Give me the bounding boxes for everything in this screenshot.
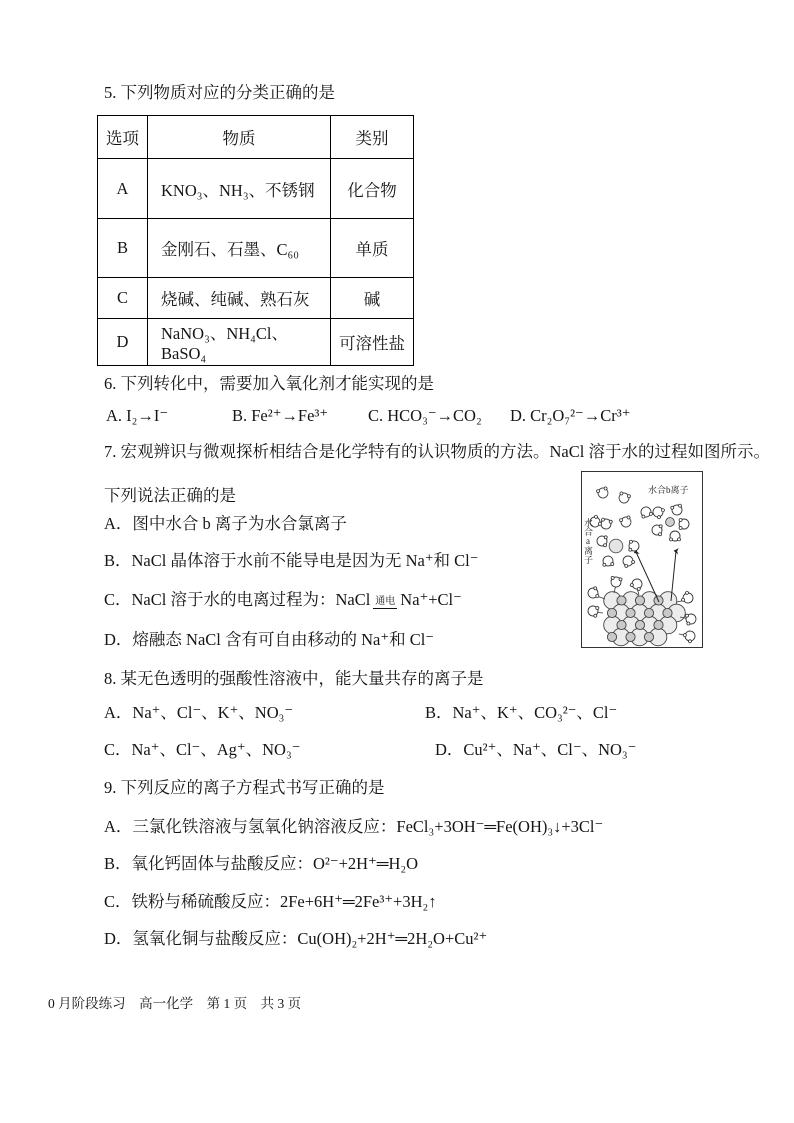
q8-option-a: A．Na⁺、Cl⁻、K⁺、NO₃⁻ xyxy=(104,703,294,722)
q7-option-d: D．熔融态 NaCl 含有可自由移动的 Na⁺和 Cl⁻ xyxy=(104,630,434,649)
question-8-title: 8. 某无色透明的强酸性溶液中，能大量共存的离子是 xyxy=(104,669,484,688)
q5-table-header-substance: 物质 xyxy=(148,116,331,159)
q6-option-a: A. I₂→I⁻ xyxy=(106,406,169,425)
q5-row-d-option: D xyxy=(98,319,148,366)
q7-option-c xyxy=(104,588,462,611)
hydrated-b-ion xyxy=(651,504,689,541)
q9-option-c: C．铁粉与稀硫酸反应：2Fe+6H⁺═2Fe³⁺+3H₂↑ xyxy=(104,892,437,911)
q6-option-c: C. HCO₃⁻→CO₂ xyxy=(368,406,482,425)
table-row xyxy=(98,219,414,278)
q5-table-header-option: 选项 xyxy=(98,116,148,159)
q5-row-c-option: C xyxy=(98,278,148,319)
nacl-dissolution-figure xyxy=(582,472,702,647)
q7-option-c-pre: C．NaCl 溶于水的电离过程为：NaCl xyxy=(104,590,371,609)
question-7-intro: 7. 宏观辨识与微观探析相结合是化学特有的认识物质的方法。NaCl 溶于水的过程如图所示。 xyxy=(104,442,770,461)
q5-row-d-category: 可溶性盐 xyxy=(331,319,414,366)
diagram-label-hydrated-b-ion: 水合b离子 xyxy=(648,485,689,495)
q5-row-b-option: B xyxy=(98,219,148,278)
q7-option-a: A．图中水合 b 离子为水合氯离子 xyxy=(104,514,347,533)
q9-option-a: A．三氯化铁溶液与氢氧化钠溶液反应：FeCl₃+3OH⁻═Fe(OH)₃↓+3Cl⁻ xyxy=(104,817,604,836)
q5-row-a-option: A xyxy=(98,159,148,219)
q5-row-c-substances: 烧碱、纯碱、熟石灰 xyxy=(148,278,331,319)
question-5-title: 5. 下列物质对应的分类正确的是 xyxy=(104,83,335,102)
q7-option-b: B．NaCl 晶体溶于水前不能导电是因为无 Na⁺和 Cl⁻ xyxy=(104,551,479,570)
question-9-title: 9. 下列反应的离子方程式书写正确的是 xyxy=(104,778,385,797)
question-6-title: 6. 下列转化中，需要加入氧化剂才能实现的是 xyxy=(104,374,434,393)
table-row xyxy=(98,319,414,366)
q8-option-b: B．Na⁺、K⁺、CO₃²⁻、Cl⁻ xyxy=(425,703,618,722)
q5-row-a-substances: KNO₃、NH₃、不锈钢 xyxy=(148,159,331,219)
table-row xyxy=(98,159,414,219)
q5-row-a-category: 化合物 xyxy=(331,159,414,219)
q8-option-d: D．Cu²⁺、Na⁺、Cl⁻、NO₃⁻ xyxy=(435,740,637,759)
question-7-intro-line2: 下列说法正确的是 xyxy=(104,486,236,505)
q5-row-b-category: 单质 xyxy=(331,219,414,278)
q6-option-d: D. Cr₂O₇²⁻→Cr³⁺ xyxy=(510,406,631,425)
table-row xyxy=(98,278,414,319)
nacl-dissolution-diagram xyxy=(581,471,703,648)
q9-option-b: B．氧化钙固体与盐酸反应：O²⁻+2H⁺═H₂O xyxy=(104,854,419,873)
q9-option-d: D．氢氧化铜与盐酸反应：Cu(OH)₂+2H⁺═2H₂O+Cu²⁺ xyxy=(104,929,488,948)
reaction-condition xyxy=(373,596,397,609)
q5-classification-table xyxy=(97,115,414,366)
page-footer: 0 月阶段练习 高一化学 第 1 页 共 3 页 xyxy=(48,996,302,1011)
diagram-label-hydrated-a-ion: 水合a离子 xyxy=(583,518,593,564)
q5-row-d-substances: NaNO₃、NH₄Cl、BaSO₄ xyxy=(148,319,331,366)
q7-option-c-post: Na⁺+Cl⁻ xyxy=(400,590,462,609)
q8-option-c: C．Na⁺、Cl⁻、Ag⁺、NO₃⁻ xyxy=(104,740,301,759)
q5-table-header-category: 类别 xyxy=(331,116,414,159)
nacl-crystal-lattice xyxy=(604,592,686,646)
q6-option-b: B. Fe²⁺→Fe³⁺ xyxy=(232,406,329,425)
hydrated-a-ion xyxy=(597,515,640,568)
q5-row-b-substances: 金刚石、石墨、C₆₀ xyxy=(148,219,331,278)
q5-row-c-category: 碱 xyxy=(331,278,414,319)
reaction-condition-label: 通电 xyxy=(375,596,396,607)
